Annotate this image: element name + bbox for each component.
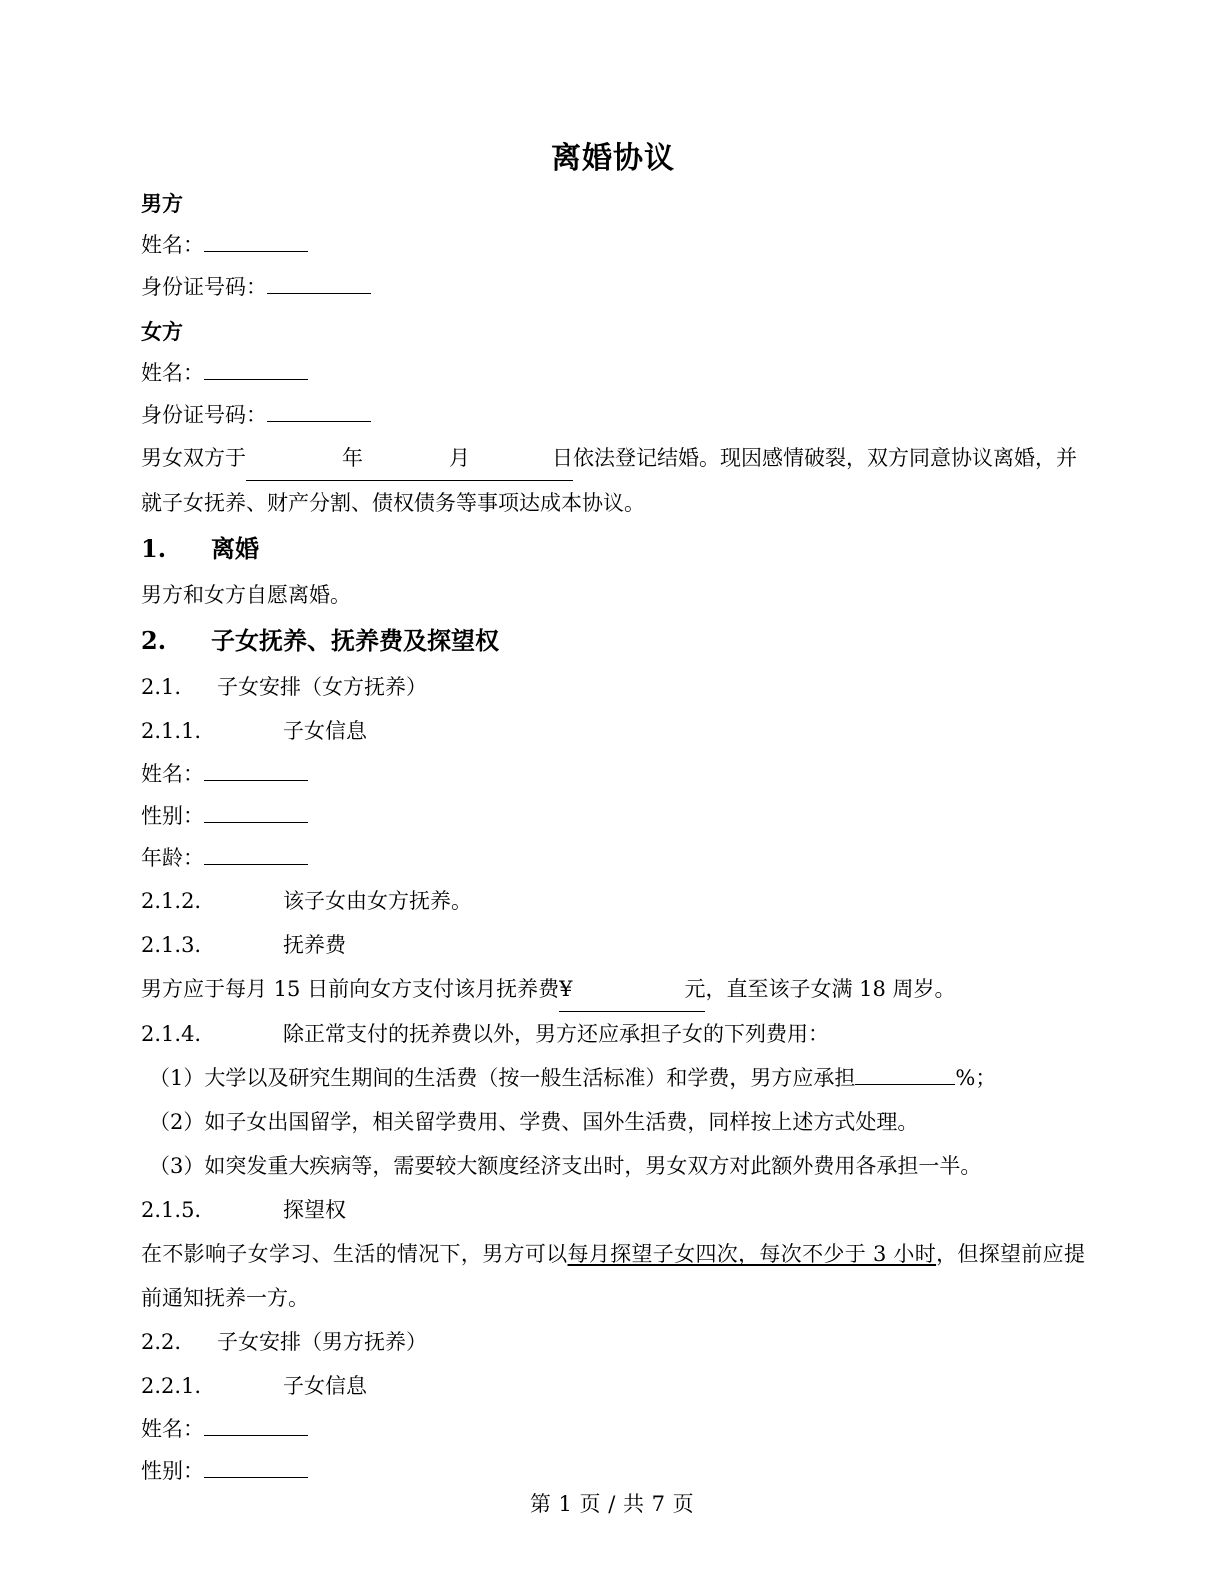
section-2-heading	[141, 617, 1085, 665]
male-id-label: 身份证号码：	[141, 275, 267, 299]
currency-symbol: ¥	[559, 977, 573, 1001]
child2-name-label: 姓名：	[141, 1417, 204, 1441]
section-2-1-5-number: 2.1.5.	[141, 1198, 202, 1222]
male-id-field	[141, 266, 1085, 308]
section-1-body: 男方和女方自愿离婚。	[141, 583, 351, 607]
child2-name-blank[interactable]	[204, 1414, 308, 1436]
support-amount-group[interactable]	[559, 967, 705, 1012]
page-title: 离婚协议	[551, 141, 675, 176]
expense-item-1	[141, 1056, 1085, 1100]
preamble-rest: 依法登记结婚。现因感情破裂，双方同意协议离婚，并就子女抚养、财产分割、债权债务等事项达成本协议。	[141, 446, 1077, 515]
child-support-paragraph	[141, 967, 1085, 1012]
section-2-1-4-title: 除正常支付的抚养费以外，男方还应承担子女的下列费用：	[283, 1022, 829, 1046]
expense-item-1-suffix: %；	[955, 1066, 997, 1090]
female-name-label: 姓名：	[141, 361, 204, 385]
section-2-1-1-title: 子女信息	[283, 719, 367, 743]
section-2-2-heading	[141, 1320, 1085, 1364]
child1-gender-blank[interactable]	[204, 801, 308, 823]
expense-item-2: （2）如子女出国留学，相关留学费用、学费、国外生活费，同样按上述方式处理。	[149, 1110, 919, 1134]
child1-name-blank[interactable]	[204, 759, 308, 781]
section-2-1-4-heading	[141, 1012, 1085, 1056]
child1-age-label: 年龄：	[141, 846, 204, 870]
male-name-field	[141, 224, 1085, 266]
male-party-heading: 男方	[141, 191, 183, 216]
female-name-blank[interactable]	[204, 358, 308, 380]
section-2-1-number: 2.1.	[141, 675, 182, 699]
section-2-2-number: 2.2.	[141, 1330, 182, 1354]
child1-gender-field	[141, 795, 1085, 837]
child-support-text-2: ，直至该子女满 18 周岁。	[705, 977, 956, 1001]
section-2-number: 2.	[141, 626, 167, 655]
section-2-1-2-number: 2.1.2.	[141, 889, 202, 913]
page-footer: 第 1 页 / 共 7 页	[529, 1492, 695, 1516]
day-unit: 日	[552, 446, 573, 470]
expense-item-3: （3）如突发重大疾病等，需要较大额度经济支出时，男女双方对此额外费用各承担一半。	[149, 1154, 982, 1178]
preamble-paragraph	[141, 436, 1085, 525]
visitation-text-1: 在不影响子女学习、生活的情况下，男方可以	[141, 1242, 568, 1266]
support-amount-blank[interactable]	[572, 975, 684, 996]
visitation-terms-underlined: 每月探望子女四次，每次不少于 3 小时	[567, 1242, 937, 1266]
section-2-1-title: 子女安排（女方抚养）	[217, 675, 427, 699]
section-2-title: 子女抚养、抚养费及探望权	[211, 626, 499, 655]
female-id-label: 身份证号码：	[141, 403, 267, 427]
child2-gender-label: 性别：	[141, 1459, 204, 1483]
preamble-lead: 男女双方于	[141, 446, 246, 470]
section-2-1-2-heading	[141, 879, 1085, 923]
section-2-2-1-number: 2.2.1.	[141, 1374, 202, 1398]
visitation-text-2: ，但探望前应提前通知抚养一方。	[141, 1242, 1086, 1310]
section-2-1-5-title: 探望权	[283, 1198, 346, 1222]
female-party-heading: 女方	[141, 319, 183, 344]
male-id-blank[interactable]	[267, 272, 371, 294]
section-2-1-2-title: 该子女由女方抚养。	[283, 889, 472, 913]
section-2-1-4-number: 2.1.4.	[141, 1022, 202, 1046]
female-name-field	[141, 352, 1085, 394]
section-2-2-1-title: 子女信息	[283, 1374, 367, 1398]
child1-name-label: 姓名：	[141, 762, 204, 786]
child1-age-field	[141, 837, 1085, 879]
section-1-number: 1.	[141, 534, 167, 563]
child1-gender-label: 性别：	[141, 804, 204, 828]
section-2-2-title: 子女安排（男方抚养）	[217, 1330, 427, 1354]
section-2-1-heading	[141, 665, 1085, 709]
section-2-1-1-heading	[141, 709, 1085, 753]
section-1-heading	[141, 525, 1085, 573]
section-2-2-1-heading	[141, 1364, 1085, 1408]
section-2-1-1-number: 2.1.1.	[141, 719, 202, 743]
section-1-title: 离婚	[211, 534, 259, 563]
child-support-text-1: 男方应于每月 15 日前向女方支付该月抚养费	[141, 977, 560, 1001]
child1-name-field	[141, 753, 1085, 795]
female-id-blank[interactable]	[267, 400, 371, 422]
expense-item-1-prefix: （1）大学以及研究生期间的生活费（按一般生活标准）和学费，男方应承担	[149, 1066, 856, 1090]
section-2-1-3-title: 抚养费	[283, 933, 346, 957]
child2-gender-blank[interactable]	[204, 1456, 308, 1478]
child1-age-blank[interactable]	[204, 843, 308, 865]
support-amount-unit: 元	[684, 977, 706, 1001]
visitation-paragraph	[141, 1232, 1085, 1320]
male-name-blank[interactable]	[204, 230, 308, 252]
child2-gender-field	[141, 1450, 1085, 1492]
female-id-field	[141, 394, 1085, 436]
child2-name-field	[141, 1408, 1085, 1450]
month-unit: 月	[449, 446, 470, 470]
section-2-1-3-heading	[141, 923, 1085, 967]
year-unit: 年	[342, 446, 363, 470]
document-body	[141, 0, 1085, 1492]
section-2-1-5-heading	[141, 1188, 1085, 1232]
section-2-1-3-number: 2.1.3.	[141, 933, 202, 957]
marriage-date-blanks[interactable]	[246, 436, 573, 481]
expense-percent-blank[interactable]	[855, 1063, 955, 1085]
male-name-label: 姓名：	[141, 233, 204, 257]
